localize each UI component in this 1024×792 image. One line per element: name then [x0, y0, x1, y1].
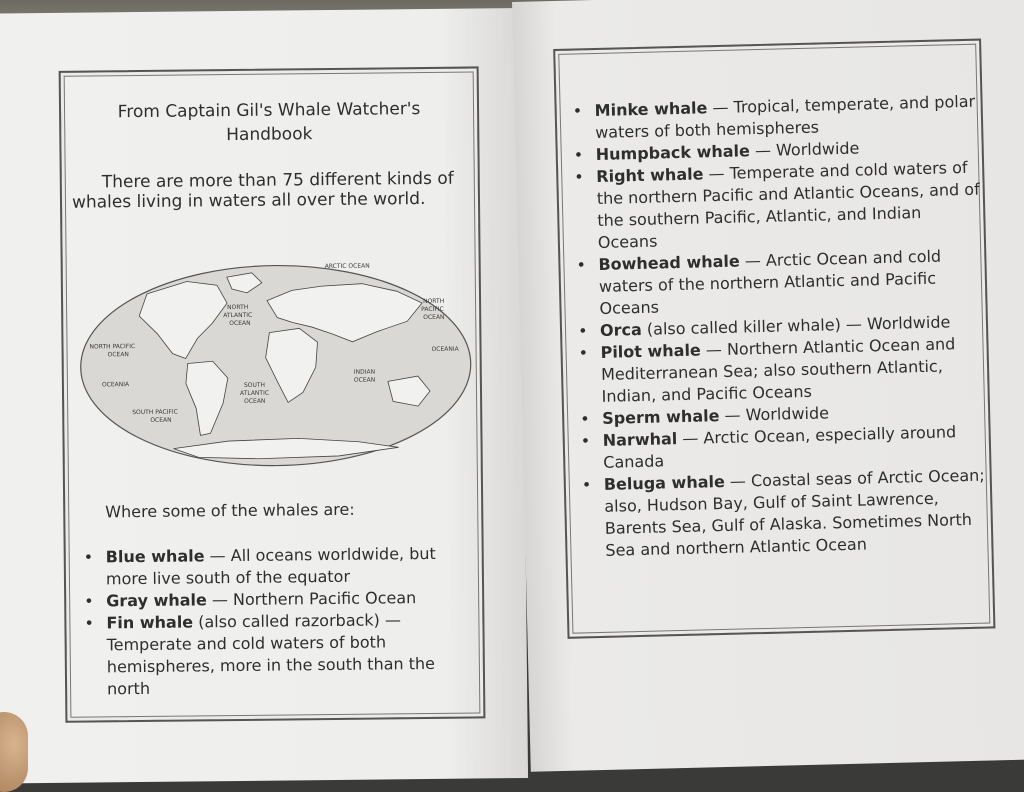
whale-name: Sperm whale: [601, 406, 720, 428]
bullet-icon: •: [573, 145, 584, 165]
bullet-icon: •: [572, 101, 583, 121]
where-heading: Where some of the whales are:: [105, 499, 355, 522]
label-north-pacific-east-3: OCEAN: [423, 313, 445, 322]
label-north-atlantic-1: NORTH: [227, 303, 249, 312]
list-item-blue-whale: [80, 543, 470, 591]
list-item-pilot-whale: [574, 333, 985, 409]
label-oceania-east: OCEANIA: [431, 345, 459, 353]
whale-name: Gray whale: [106, 590, 207, 611]
label-north-pacific-west-1: NORTH PACIFIC: [89, 343, 136, 351]
label-north-pacific-east-1: NORTH: [423, 297, 445, 306]
label-north-pacific-east-2: PACIFIC: [421, 305, 444, 314]
label-oceania-west: OCEANIA: [101, 381, 130, 389]
bullet-icon: •: [580, 431, 591, 451]
list-item-right-whale: [570, 157, 982, 255]
whale-range: (also called killer whale) — Worldwide: [641, 312, 951, 339]
bullet-icon: •: [84, 591, 94, 611]
left-whale-list: [80, 543, 472, 701]
whale-name: Pilot whale: [600, 340, 702, 362]
left-page-frame: [59, 66, 486, 722]
bullet-icon: •: [574, 167, 584, 187]
label-south-atlantic-1: SOUTH: [243, 381, 266, 389]
whale-range: — All oceans worldwide, but more live south of the equator: [105, 543, 436, 589]
intro-paragraph: There are more than 75 different kinds of whales living in waters all over the world.: [71, 168, 454, 213]
whale-range: — Arctic Ocean, especially around Canada: [603, 422, 957, 472]
bullet-icon: •: [578, 343, 589, 363]
label-south-atlantic-2: ATLANTIC: [239, 389, 270, 397]
label-south-pacific-1: SOUTH PACIFIC: [132, 408, 178, 417]
title-line-2: Handbook: [226, 124, 313, 146]
right-whale-list: [568, 91, 989, 563]
bullet-icon: •: [579, 409, 590, 429]
page-title: [61, 96, 477, 148]
label-indian-ocean-2: OCEAN: [353, 376, 376, 384]
whale-range: — Northern Pacific Ocean: [206, 588, 417, 610]
whale-name: Right whale: [596, 164, 704, 186]
whale-name: Bowhead whale: [598, 251, 740, 274]
whale-range: — Tropical, temperate, and polar waters of both hemispheres: [594, 91, 976, 143]
thumb: [0, 712, 28, 792]
list-item-fin-whale: [80, 609, 471, 701]
whale-name: Narwhal: [602, 429, 678, 450]
whale-name: Humpback whale: [595, 141, 751, 164]
whale-name: Minke whale: [594, 98, 708, 121]
label-south-atlantic-3: OCEAN: [244, 397, 266, 405]
whale-name: Fin whale: [106, 612, 194, 633]
list-item-beluga-whale: [578, 465, 990, 563]
whale-name: Beluga whale: [603, 471, 726, 494]
whale-range: — Arctic Ocean and cold waters of the northern Atlantic and Pacific Oceans: [598, 246, 942, 318]
label-indian-ocean-1: INDIAN: [353, 368, 376, 376]
label-north-pacific-west-2: OCEAN: [107, 351, 129, 359]
right-page: [512, 0, 1024, 772]
whale-range: — Temperate and cold waters of the northern Pacific and Atlantic Oceans, and of the southern Pacific, Atlantic, and Indian Oceans: [596, 157, 980, 252]
right-page-frame: [553, 39, 995, 639]
title-line-1: From Captain Gil's Whale Watcher's: [117, 99, 421, 123]
label-north-atlantic-2: ATLANTIC: [223, 311, 253, 320]
world-map: [77, 261, 475, 471]
whale-range: — Worldwide: [719, 403, 830, 426]
whale-range: — Worldwide: [749, 138, 860, 161]
whale-range: — Coastal seas of Arctic Ocean; also, Hudson Bay, Gulf of Saint Lawrence, Barents Sea, Gulf of Alaska. Sometimes North Sea and northern Atlantic Ocean: [604, 465, 985, 560]
label-south-pacific-2: OCEAN: [150, 416, 172, 424]
whale-name: Blue whale: [105, 546, 205, 567]
whale-range: (also called razorback) — Temperate and cold waters of both hemispheres, more in the south than the north: [106, 610, 436, 699]
whale-name: Orca: [599, 319, 643, 340]
bullet-icon: •: [581, 475, 592, 495]
bullet-icon: •: [83, 547, 94, 567]
left-page: [0, 8, 528, 784]
label-north-atlantic-3: OCEAN: [229, 319, 251, 328]
bullet-icon: •: [577, 321, 588, 341]
list-item-bowhead-whale: [572, 245, 983, 321]
bullet-icon: •: [576, 255, 587, 275]
bullet-icon: •: [84, 613, 94, 633]
whale-range: — Northern Atlantic Ocean and Mediterranean Sea; also southern Atlantic, Indian, and Pacific Oceans: [600, 334, 956, 406]
label-arctic-ocean: ARCTIC OCEAN: [324, 262, 370, 271]
